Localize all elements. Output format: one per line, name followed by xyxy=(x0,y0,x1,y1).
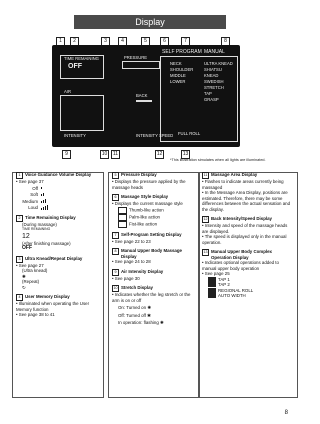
section-title: Stretch Display xyxy=(121,285,153,290)
lcd-off: OFF xyxy=(68,63,82,70)
lcd-knead: KNEAD xyxy=(204,73,219,78)
callout-4: 4 xyxy=(118,37,127,46)
stretch-off-label: Off: Turned off xyxy=(118,312,146,318)
page-number: 8 xyxy=(284,410,288,416)
callout-6: 6 xyxy=(160,37,169,46)
section-self-program xyxy=(112,232,194,245)
lcd-shoulder: SHOULDER xyxy=(170,67,194,72)
volume-soft-icon xyxy=(41,193,44,196)
callout-2: 2 xyxy=(70,37,79,46)
section-number: 13 xyxy=(203,250,208,254)
callout-13: 13 xyxy=(182,151,189,157)
section-title: Ultra Knead/Repeat Display xyxy=(25,255,83,261)
lcd-back: BACK xyxy=(136,93,148,98)
lcd-stretch: STRETCH xyxy=(204,85,224,90)
section-title: Back Intensity/Speed Display xyxy=(211,216,273,221)
lcd-pressure: PRESSURE xyxy=(124,55,148,60)
section-text: • See page 25 xyxy=(202,271,292,277)
section-back-intensity xyxy=(202,216,292,245)
air-box xyxy=(60,95,104,131)
stretch-flashing-label: In operation: flashing xyxy=(118,320,159,325)
section-air-intensity xyxy=(112,269,194,282)
section-pressure xyxy=(112,172,194,190)
section-title: Pressure Display xyxy=(121,172,157,177)
tap2-label: TAP 2 xyxy=(218,282,230,287)
section-text: • See page 22 to 23 xyxy=(112,239,194,245)
section-complex-operation xyxy=(202,249,292,299)
section-text: • Displays the current massage style xyxy=(112,201,194,207)
section-title: Manual Upper Body Massage Display xyxy=(121,248,182,259)
callout-1: 1 xyxy=(56,37,65,46)
section-time-remaining xyxy=(16,215,98,252)
illustration-note: *This illustration simulates when all lights are illuminated. xyxy=(170,158,266,162)
lcd-middle: MIDDLE xyxy=(170,73,186,78)
volume-loud-icon xyxy=(41,205,48,210)
repeat-icon: ↻ xyxy=(22,284,26,290)
lcd-ultra-knead: ULTRA KNEAD xyxy=(204,61,233,66)
section-title: Manual Upper Body Complex Operation Display xyxy=(211,249,272,260)
lcd-full-roll: FULL ROLL xyxy=(178,131,201,136)
section-number: 3 xyxy=(16,256,23,263)
section-ultra-knead xyxy=(16,256,98,291)
stretch-flashing-icon: ✺ xyxy=(160,320,164,325)
pressure-bar xyxy=(122,61,160,69)
lcd-shiatsu: SHIATSU xyxy=(204,67,222,72)
tap1-label: TAP 1 xyxy=(218,276,230,282)
section-title: Time Remaining Display xyxy=(25,214,76,220)
section-text: • Flashes to indicate areas currently being massaged xyxy=(202,179,292,190)
section-text: (Repeat) xyxy=(22,279,40,284)
section-text: • Indicates whether the leg stretch or the arm is on or off xyxy=(112,292,194,303)
section-voice-volume xyxy=(16,172,98,211)
left-column xyxy=(16,172,98,322)
section-user-memory xyxy=(16,294,98,318)
section-number: 9 xyxy=(112,269,119,276)
section-text: • Displays the pressure applied by the massage heads xyxy=(112,179,194,190)
back-bar xyxy=(136,100,152,102)
section-massage-style xyxy=(112,194,194,228)
fist-label: Fist-like action xyxy=(129,221,158,227)
callout-10: 10 xyxy=(101,151,108,157)
volume-soft-label: Soft xyxy=(30,192,38,197)
thumb-icon xyxy=(118,207,127,214)
auto-width-icon xyxy=(208,293,216,298)
section-manual-upper-body xyxy=(112,248,194,265)
callout-5: 5 xyxy=(141,37,150,46)
section-text: (During massage) xyxy=(22,221,57,227)
stretch-on-icon: ✺ xyxy=(147,305,151,310)
callout-9: 9 xyxy=(62,150,71,159)
volume-off-label: Off xyxy=(32,185,38,191)
lcd-intensity: INTENSITY xyxy=(64,133,86,138)
section-text: (After finishing massage) xyxy=(22,240,71,246)
lcd-manual: MANUAL xyxy=(204,49,225,55)
section-massage-area xyxy=(202,172,292,212)
section-number: 4 xyxy=(16,294,23,301)
stretch-on-label: On: Turned on xyxy=(118,305,147,310)
lcd-display xyxy=(52,45,240,147)
tap2-icon xyxy=(208,282,216,287)
off-indicator: OFF xyxy=(22,245,32,251)
lcd-lower: LOWER xyxy=(170,79,186,84)
section-text: • See page 38 to 41 xyxy=(16,312,98,318)
section-text: • Indicates optional operations added to manual upper body operation xyxy=(202,260,292,271)
section-text: • Illuminated when operating the User Memory function xyxy=(16,301,98,312)
lcd-time-remaining: TIME REMAINING xyxy=(64,56,99,61)
section-text: • Intensity and speed of the massage heads are displayed. xyxy=(202,223,292,234)
section-title: Massage Area Display xyxy=(211,172,258,177)
section-text: (Ultra knead) xyxy=(22,268,48,273)
volume-medium-label: Medium xyxy=(22,198,38,204)
time-remaining-label: TIME REMAINING xyxy=(22,227,51,231)
lcd-self-program: SELF PROGRAM xyxy=(162,49,202,55)
section-title: User Memory Display xyxy=(25,294,70,299)
section-text: • See page 27 xyxy=(16,263,98,269)
lcd-air: AIR xyxy=(64,89,71,94)
section-text: • In the Message Area Display, positions are estimated. Therefore, there may be some differences between the actual sensation and the display. xyxy=(202,190,292,212)
section-number: 2 xyxy=(16,215,23,222)
section-number: 8 xyxy=(112,248,119,255)
section-stretch xyxy=(112,285,194,326)
right-column xyxy=(202,172,292,303)
palm-icon xyxy=(118,214,127,221)
volume-loud-label: Loud xyxy=(28,205,38,210)
section-title: Air Intensity Display xyxy=(121,268,164,274)
section-number: 11 xyxy=(203,173,208,177)
palm-label: Palm-like action xyxy=(129,214,160,220)
stretch-off-icon: ✱ xyxy=(147,312,151,318)
lcd-grasp: GRASP xyxy=(204,97,219,102)
section-number: 7 xyxy=(112,232,119,239)
section-text: • The speed is displayed only in the manual operation. xyxy=(202,234,292,245)
callout-8: 8 xyxy=(221,37,230,46)
ultra-knead-icon: ✺ xyxy=(22,273,26,279)
thumb-label: Thumb-like action xyxy=(129,207,164,213)
section-number: 6 xyxy=(112,194,119,201)
section-title: Voice Guidance Volume Display xyxy=(25,172,92,177)
page-title: Display xyxy=(74,15,226,29)
callout-3: 3 xyxy=(101,37,110,46)
section-number: 12 xyxy=(203,217,208,221)
auto-width-label: AUTO WIDTH xyxy=(218,293,246,298)
section-number: 1 xyxy=(16,172,23,179)
section-text: • See page 30 xyxy=(112,276,194,282)
lcd-tap: TAP xyxy=(204,91,212,96)
callout-7: 7 xyxy=(181,37,190,46)
section-number: 10 xyxy=(113,286,118,290)
mid-column xyxy=(112,172,194,330)
volume-off-icon xyxy=(41,187,42,189)
timer-digits-icon: 12 xyxy=(22,232,30,240)
volume-medium-icon xyxy=(41,199,46,203)
regional-roll-label: REGIONAL ROLL xyxy=(218,287,254,293)
section-text: • See page 24 to 28 xyxy=(112,259,194,265)
lcd-swedish: SWEDISH xyxy=(204,79,224,84)
section-number: 5 xyxy=(112,172,119,179)
section-text: • See page 37 xyxy=(16,179,98,185)
section-title: Massage Style Display xyxy=(121,194,169,199)
fist-icon xyxy=(118,221,127,228)
lcd-neck: NECK xyxy=(170,61,182,66)
callout-11: 11 xyxy=(112,151,119,157)
section-title: Self-Program Setting Display xyxy=(121,231,182,237)
lcd-intensity-speed: INTENSITY SPEED xyxy=(136,133,174,138)
callout-12: 12 xyxy=(156,151,163,157)
